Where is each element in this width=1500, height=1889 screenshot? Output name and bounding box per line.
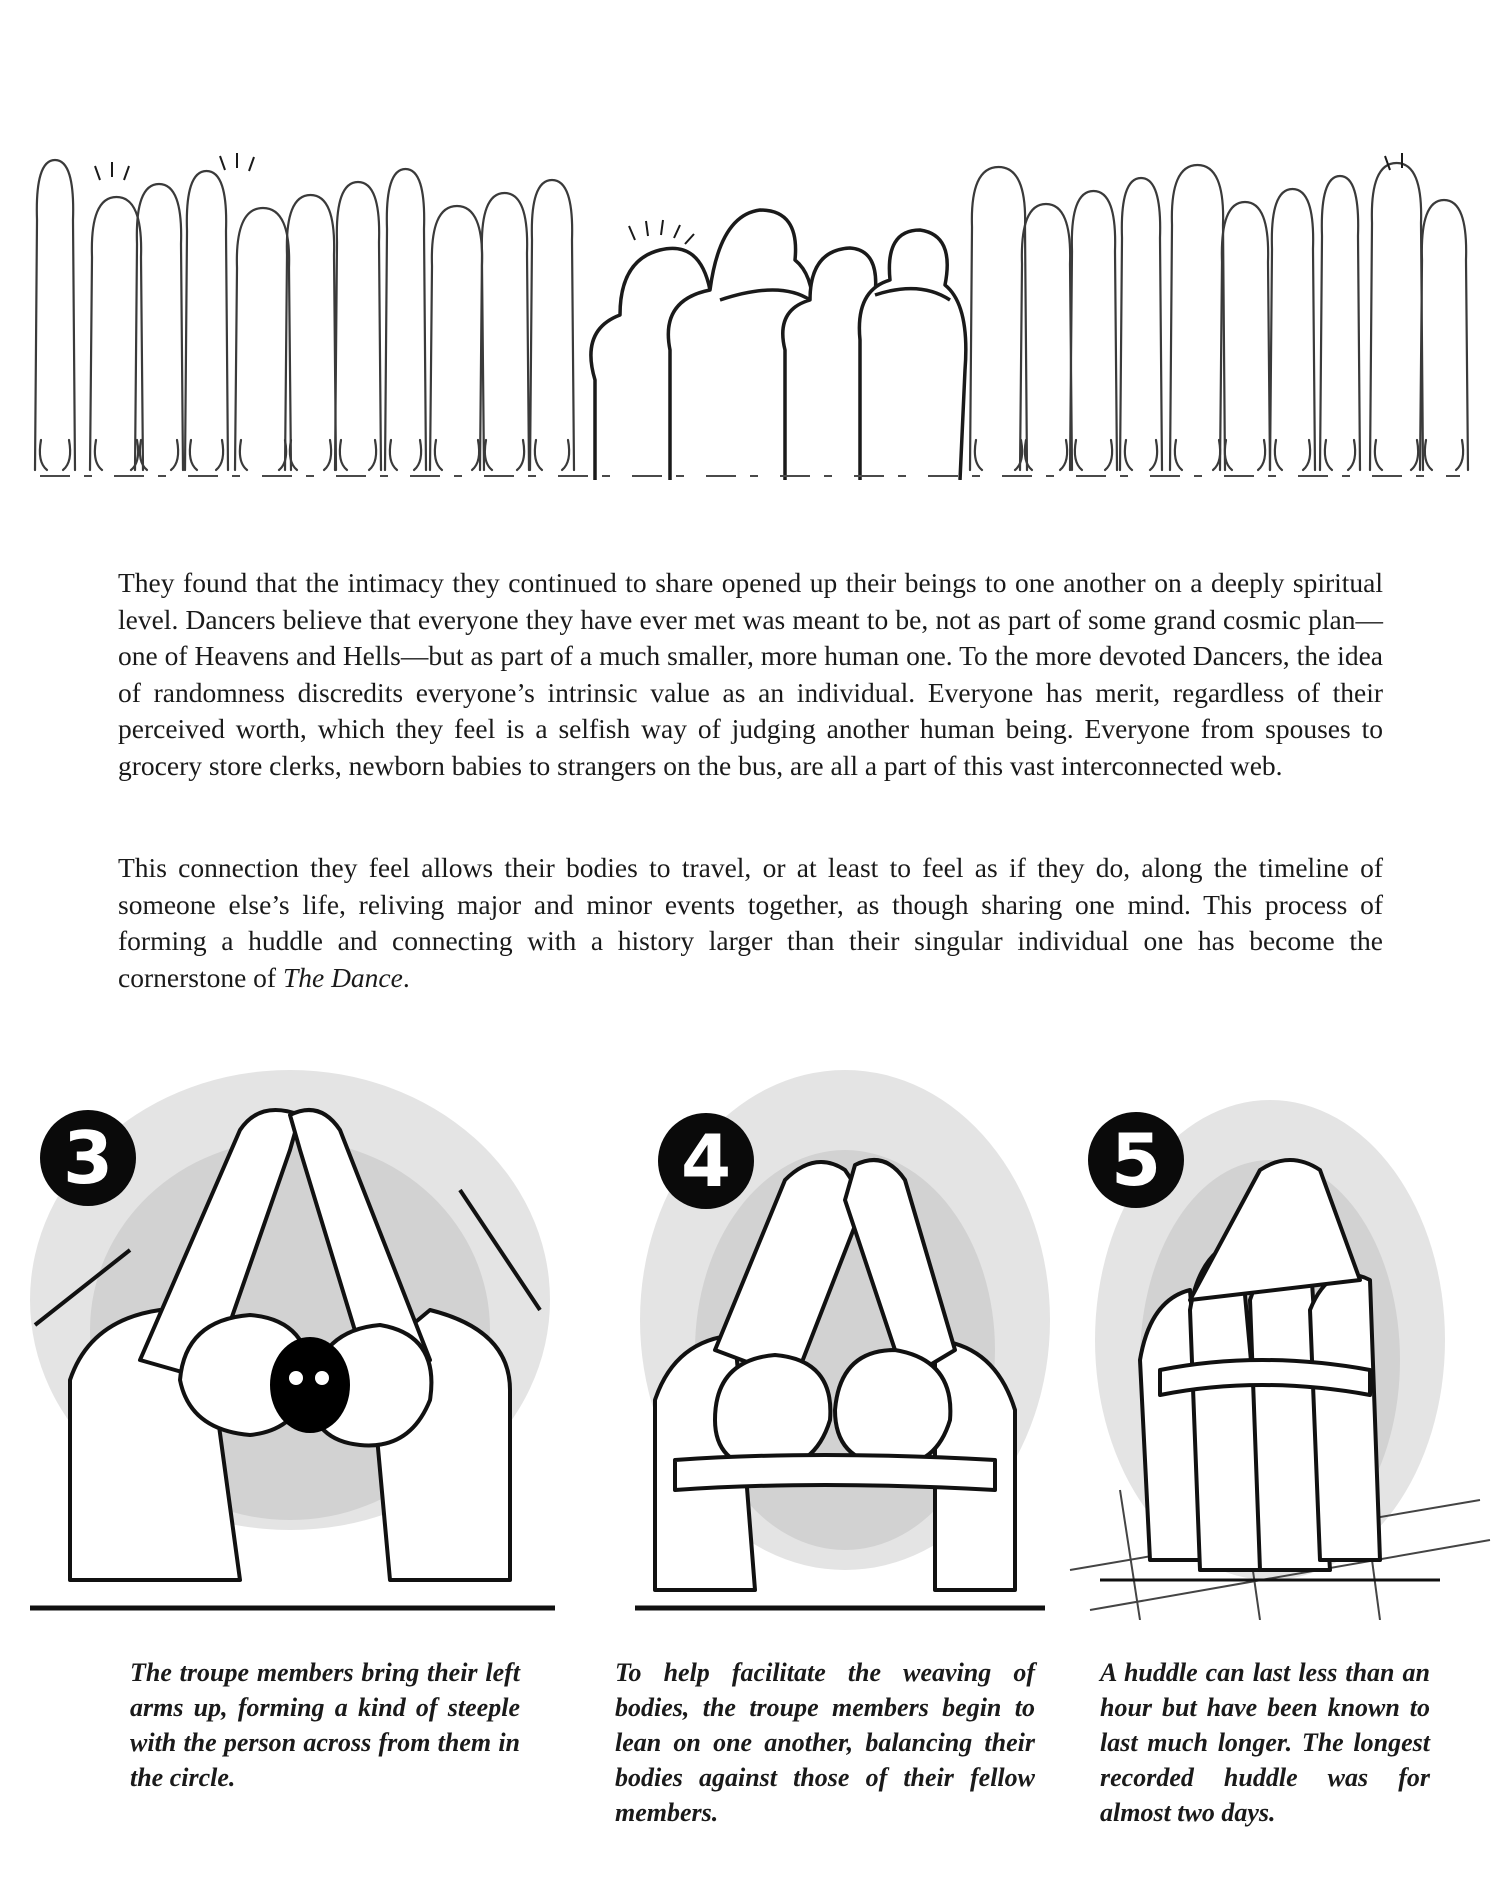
step-4-panel — [615, 1060, 1055, 1620]
crowd-figure-feet — [1175, 440, 1220, 470]
step-5-caption: A huddle can last less than an hour but have been known to last much longer. The longest recorded huddle was for almost two days. — [1100, 1658, 1430, 1827]
crowd-figure — [185, 171, 228, 470]
crowd-figure — [1020, 204, 1072, 470]
step-5-badge: 5 — [1088, 1112, 1184, 1208]
body-paragraph-1: They found that the intimacy they continued to share opened up their beings to one another on a deeply spiritual level. Dancers believe that everyone they have ever met was meant to be, not as part of some grand cosmic plan—one of Heavens and Hells—but as part of a much smaller, more human one. To the more devoted Dancers, the idea of randomness discredits everyone’s intrinsic value as an individual. Everyone has merit, regardless of their perceived worth, which they feel is a selfish way of judging another human being. Everyone from spouses to grocery store clerks, newborn babies to strangers on the bus, are all a part of this vast interconnected web. — [118, 567, 1383, 781]
crowd-figure-feet — [95, 440, 138, 470]
step-4-badge: 4 — [658, 1113, 754, 1209]
crowd-figure — [530, 180, 574, 470]
step-3-caption: The troupe members bring their left arms up, forming a kind of steeple with the person across from them in the circle. — [130, 1658, 520, 1792]
crowd-figure-feet — [1225, 440, 1265, 470]
crowd-figure-feet — [390, 440, 421, 470]
crowd-figure — [1370, 163, 1423, 470]
step-4-caption: To help facilitate the weaving of bodies, the troupe members begin to lean on one another, balancing their bodies against those of their fellow members. — [615, 1658, 1035, 1827]
crowd-figure-feet — [190, 440, 223, 470]
crowd-figure — [235, 208, 291, 470]
crowd-figure-feet — [435, 440, 479, 470]
crowd-figure-feet — [290, 440, 331, 470]
crowd-figure-feet — [535, 440, 569, 470]
body-paragraph-2-text: This connection they feel allows their bodies to travel, or at least to feel as if they do, along the timeline of someone else’s life, reliving major and minor events together, as though sharing one mind. This process of forming a huddle and connecting with a history larger than their singular individual one has become the cornerstone of — [118, 852, 1383, 993]
crowd-figure-feet — [1075, 440, 1112, 470]
crowd-figure-feet — [140, 440, 178, 470]
step-3-badge: 3 — [40, 1110, 136, 1206]
crowd-figure-feet — [975, 440, 1022, 470]
crowd-figure — [1320, 176, 1360, 470]
the-dance-title: The Dance — [282, 961, 403, 993]
crowd-figure-feet — [1025, 440, 1067, 470]
crowd-figure — [335, 182, 381, 470]
crowd-figure-feet — [240, 440, 286, 470]
crowd-figure-feet — [1375, 440, 1418, 470]
crowd-figure-feet — [1275, 440, 1310, 470]
body-paragraph-2 — [118, 850, 1383, 996]
crowd-figure-feet — [485, 440, 524, 470]
crowd-figure — [1120, 178, 1162, 470]
crowd-figure — [430, 206, 484, 470]
crowd-figure — [1170, 165, 1225, 470]
crowd-figure — [1420, 200, 1468, 470]
crowd-figure-feet — [340, 440, 376, 470]
crowd-figure — [1270, 189, 1315, 470]
crowd-figure-feet — [1325, 440, 1355, 470]
crowd-figure-feet — [1125, 440, 1157, 470]
crowd-figure-feet — [40, 440, 70, 470]
crowd-illustration — [20, 140, 1480, 480]
crowd-figure — [385, 169, 426, 470]
crowd-figure — [480, 193, 529, 470]
step-3-panel — [10, 1060, 570, 1620]
crowd-figure — [35, 160, 75, 470]
crowd-figure — [1220, 202, 1270, 470]
crowd-figure-feet — [1425, 440, 1463, 470]
crowd-figure — [970, 167, 1027, 470]
step-5-panel — [1060, 1060, 1500, 1620]
crowd-figure — [285, 195, 336, 470]
body-paragraph-2-tail: . — [402, 961, 410, 993]
crowd-figure — [1070, 191, 1117, 470]
